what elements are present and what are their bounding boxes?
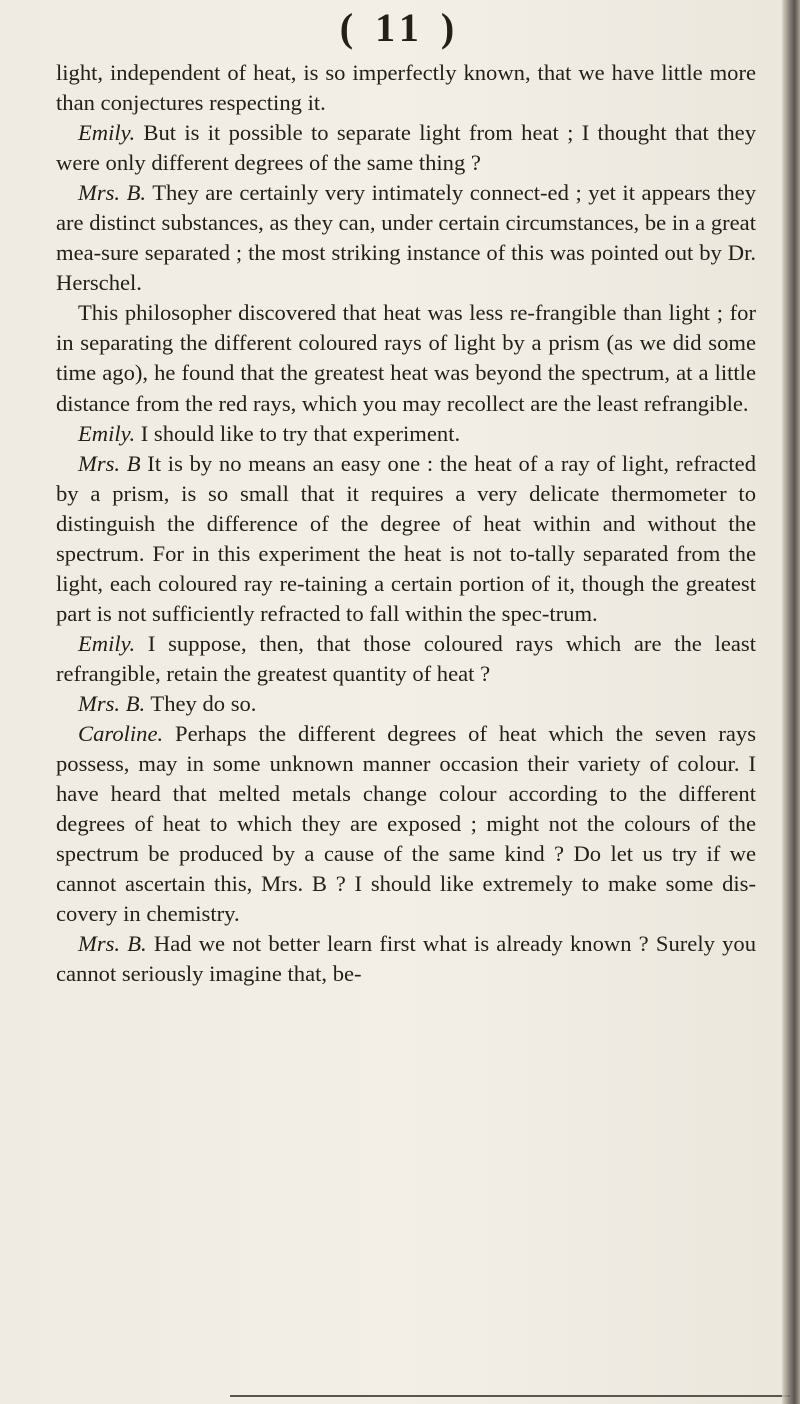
- paragraph-text: light, independent of heat, is so imperfectly known, that we have little more than conjectures respecting it.: [56, 60, 756, 116]
- speaker-name: Emily.: [78, 630, 136, 656]
- paragraph: [56, 719, 756, 929]
- paragraph: [56, 629, 756, 689]
- paragraph-text: This philosopher discovered that heat was less re-frangible than light ; for in separating the different coloured rays of light by a prism (as we did some time ago), he found that the greatest heat was beyond the spectrum, at a little distance from the red rays, which you may recollect are the least refrangible.: [56, 300, 756, 416]
- body-text: [56, 58, 756, 989]
- paragraph-text: They do so.: [145, 690, 257, 716]
- speaker-name: Emily.: [78, 420, 136, 446]
- speaker-name: Mrs. B: [78, 450, 141, 476]
- paragraph-text: I should like to try that experiment.: [135, 420, 461, 446]
- page-number: ( 11 ): [339, 5, 461, 50]
- paragraph: [56, 58, 756, 118]
- paragraph: [56, 449, 756, 629]
- paragraph: [56, 178, 756, 298]
- paragraph: [56, 118, 756, 178]
- speaker-name: Mrs. B.: [78, 690, 146, 716]
- speaker-name: Mrs. B.: [78, 931, 147, 957]
- page-edge-shadow: [230, 1395, 790, 1397]
- speaker-name: Emily.: [78, 120, 136, 146]
- paragraph: [56, 298, 756, 418]
- paragraph: [56, 419, 756, 449]
- paragraph-text: But is it possible to separate light from heat ; I thought that they were only different degrees of the same thing ?: [56, 120, 756, 176]
- book-spine-edge: [782, 0, 800, 1404]
- paragraph: [56, 689, 756, 719]
- paragraph: [56, 929, 756, 989]
- speaker-name: Caroline.: [78, 721, 164, 747]
- speaker-name: Mrs. B.: [78, 180, 147, 206]
- paragraph-text: Had we not better learn first what is already known ? Surely you cannot seriously imagine that, be-: [56, 931, 756, 987]
- paragraph-text: I suppose, then, that those coloured rays which are the least refrangible, retain the greatest quantity of heat ?: [56, 630, 756, 686]
- paragraph-text: They are certainly very intimately connect-ed ; yet it appears they are distinct substances, as they can, under certain circumstances, be in a great mea-sure separated ; the most striking instance of this was pointed out by Dr. Herschel.: [56, 180, 756, 296]
- paragraph-text: Perhaps the different degrees of heat which the seven rays possess, may in some unknown manner occasion their variety of colour. I have heard that melted metals change colour according to the different degrees of heat to which they are exposed ; might not the colours of the spectrum be produced by a cause of the same kind ? Do let us try if we cannot ascertain this, Mrs. B ? I should like extremely to make some dis-covery in chemistry.: [56, 721, 756, 927]
- paragraph-text: It is by no means an easy one : the heat of a ray of light, refracted by a prism, is so small that it requires a very delicate thermometer to distinguish the difference of the degree of heat within and without the spectrum. For in this experiment the heat is not to-tally separated from the light, each coloured ray re-taining a certain portion of it, though the greatest part is not sufficiently refracted to fall within the spec-trum.: [56, 450, 756, 626]
